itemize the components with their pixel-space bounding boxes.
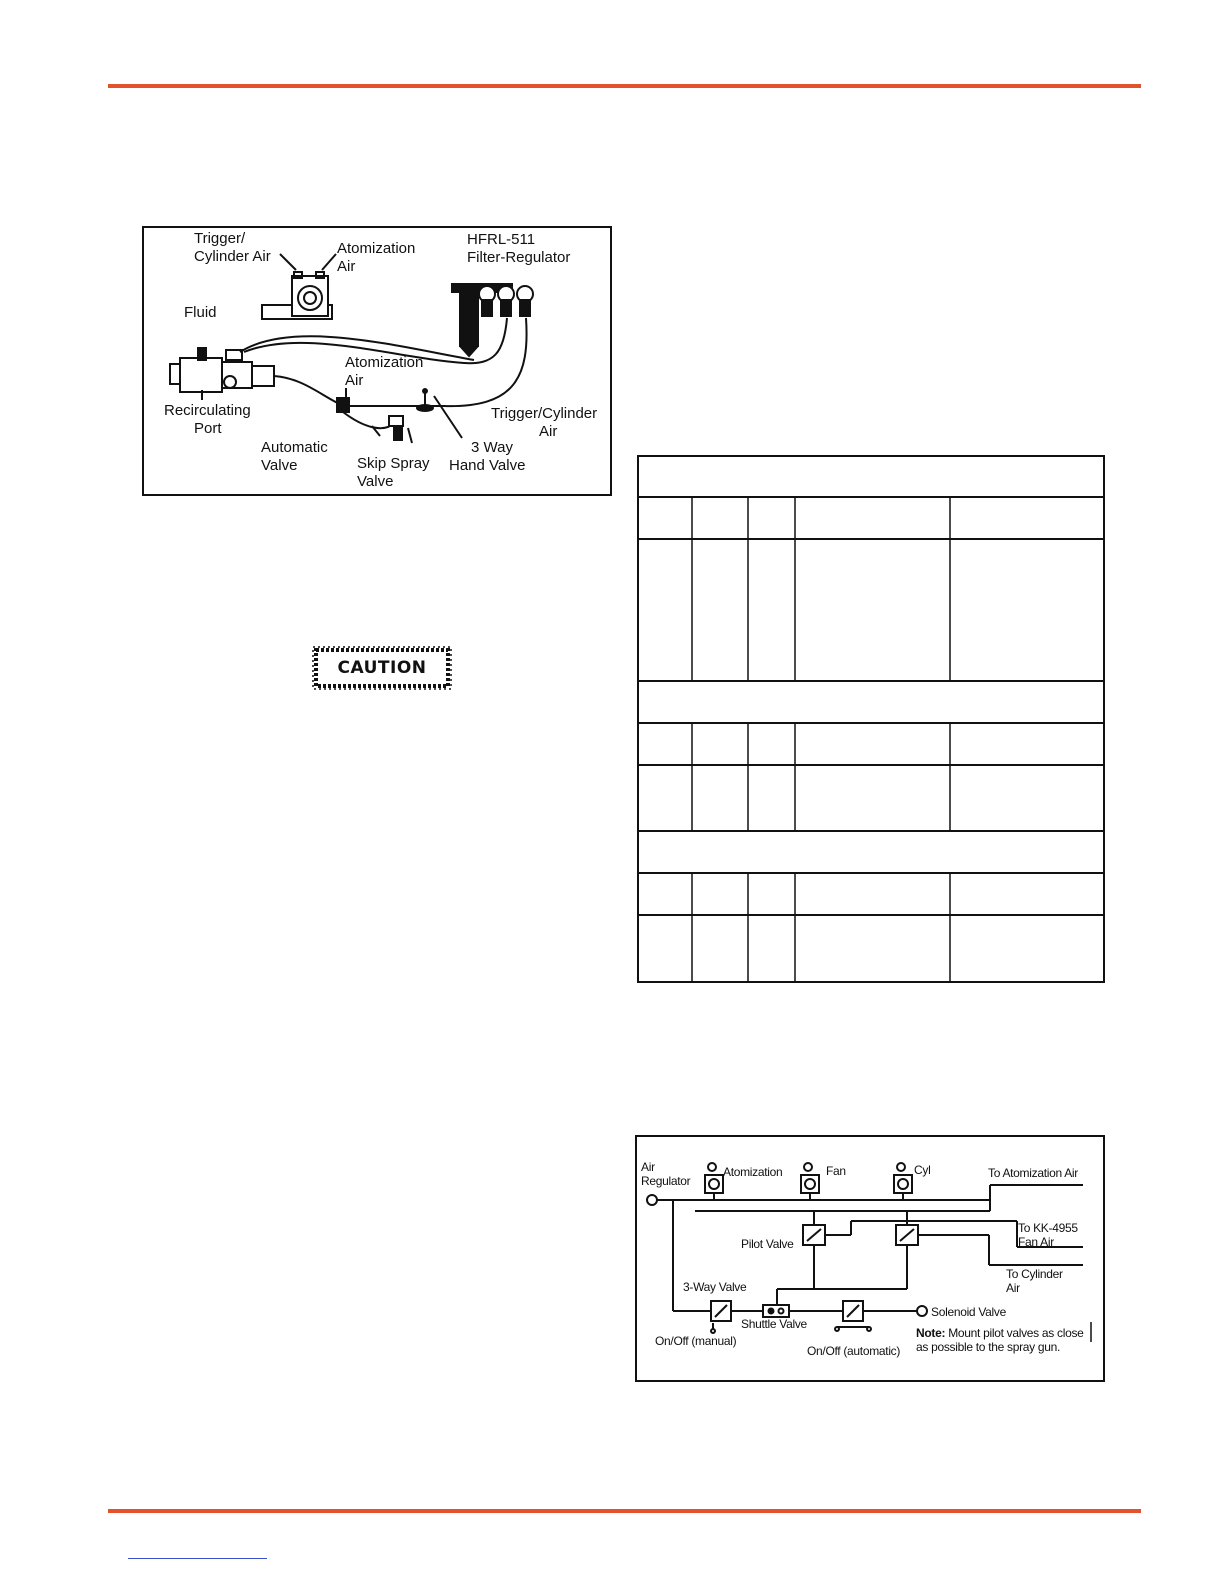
note-label: Note: (916, 1326, 946, 1340)
label-three-way-hand-valve: 3 Way Hand Valve (449, 439, 526, 474)
label-solenoid-valve: Solenoid Valve (931, 1305, 1006, 1319)
pilot-valve-schematic (635, 1135, 1105, 1382)
label-hfrl-filter-regulator: HFRL-511 Filter-Regulator (467, 231, 571, 266)
label-fluid: Fluid (184, 304, 217, 321)
label-to-kk4955-fan-air: To KK-4955 Fan Air (1018, 1221, 1078, 1249)
footer-rule (108, 1509, 1141, 1513)
caution-badge (312, 646, 452, 690)
caution-label: CAUTION (337, 658, 427, 678)
label-trigger-cylinder-air-top: Trigger/ Cylinder Air (194, 230, 271, 265)
label-to-atomization-air: To Atomization Air (988, 1166, 1078, 1180)
schematic-note (916, 1326, 1084, 1354)
label-on-off-manual: On/Off (manual) (655, 1334, 737, 1348)
label-skip-spray-valve: Skip Spray Valve (357, 455, 430, 490)
label-air-regulator: Air Regulator (641, 1160, 691, 1188)
gun-hookup-diagram (142, 226, 612, 496)
label-three-way-valve: 3-Way Valve (683, 1280, 747, 1294)
label-shuttle-valve: Shuttle Valve (741, 1317, 807, 1331)
label-recirculating-port: Recirculating Port (164, 402, 251, 437)
label-to-cylinder-air: To Cylinder Air (1006, 1267, 1063, 1295)
label-atomization-air-mid: Atomization Air (345, 354, 424, 389)
header-rule (108, 84, 1141, 88)
label-pilot-valve: Pilot Valve (741, 1237, 794, 1251)
label-atomization: Atomization (723, 1165, 783, 1179)
note-line-1: Mount pilot valves as close (948, 1326, 1084, 1340)
label-atomization-air-top: Atomization Air (337, 240, 416, 275)
label-on-off-automatic: On/Off (automatic) (807, 1344, 901, 1358)
footer-link-underline[interactable] (128, 1558, 267, 1559)
empty-table-grid (637, 455, 1105, 983)
note-line-2: as possible to the spray gun. (916, 1340, 1061, 1354)
label-cyl: Cyl (914, 1163, 931, 1177)
label-automatic-valve: Automatic Valve (261, 439, 328, 474)
label-fan: Fan (826, 1164, 846, 1178)
label-trigger-cylinder-air-right: Trigger/Cylinder Air (491, 405, 598, 440)
